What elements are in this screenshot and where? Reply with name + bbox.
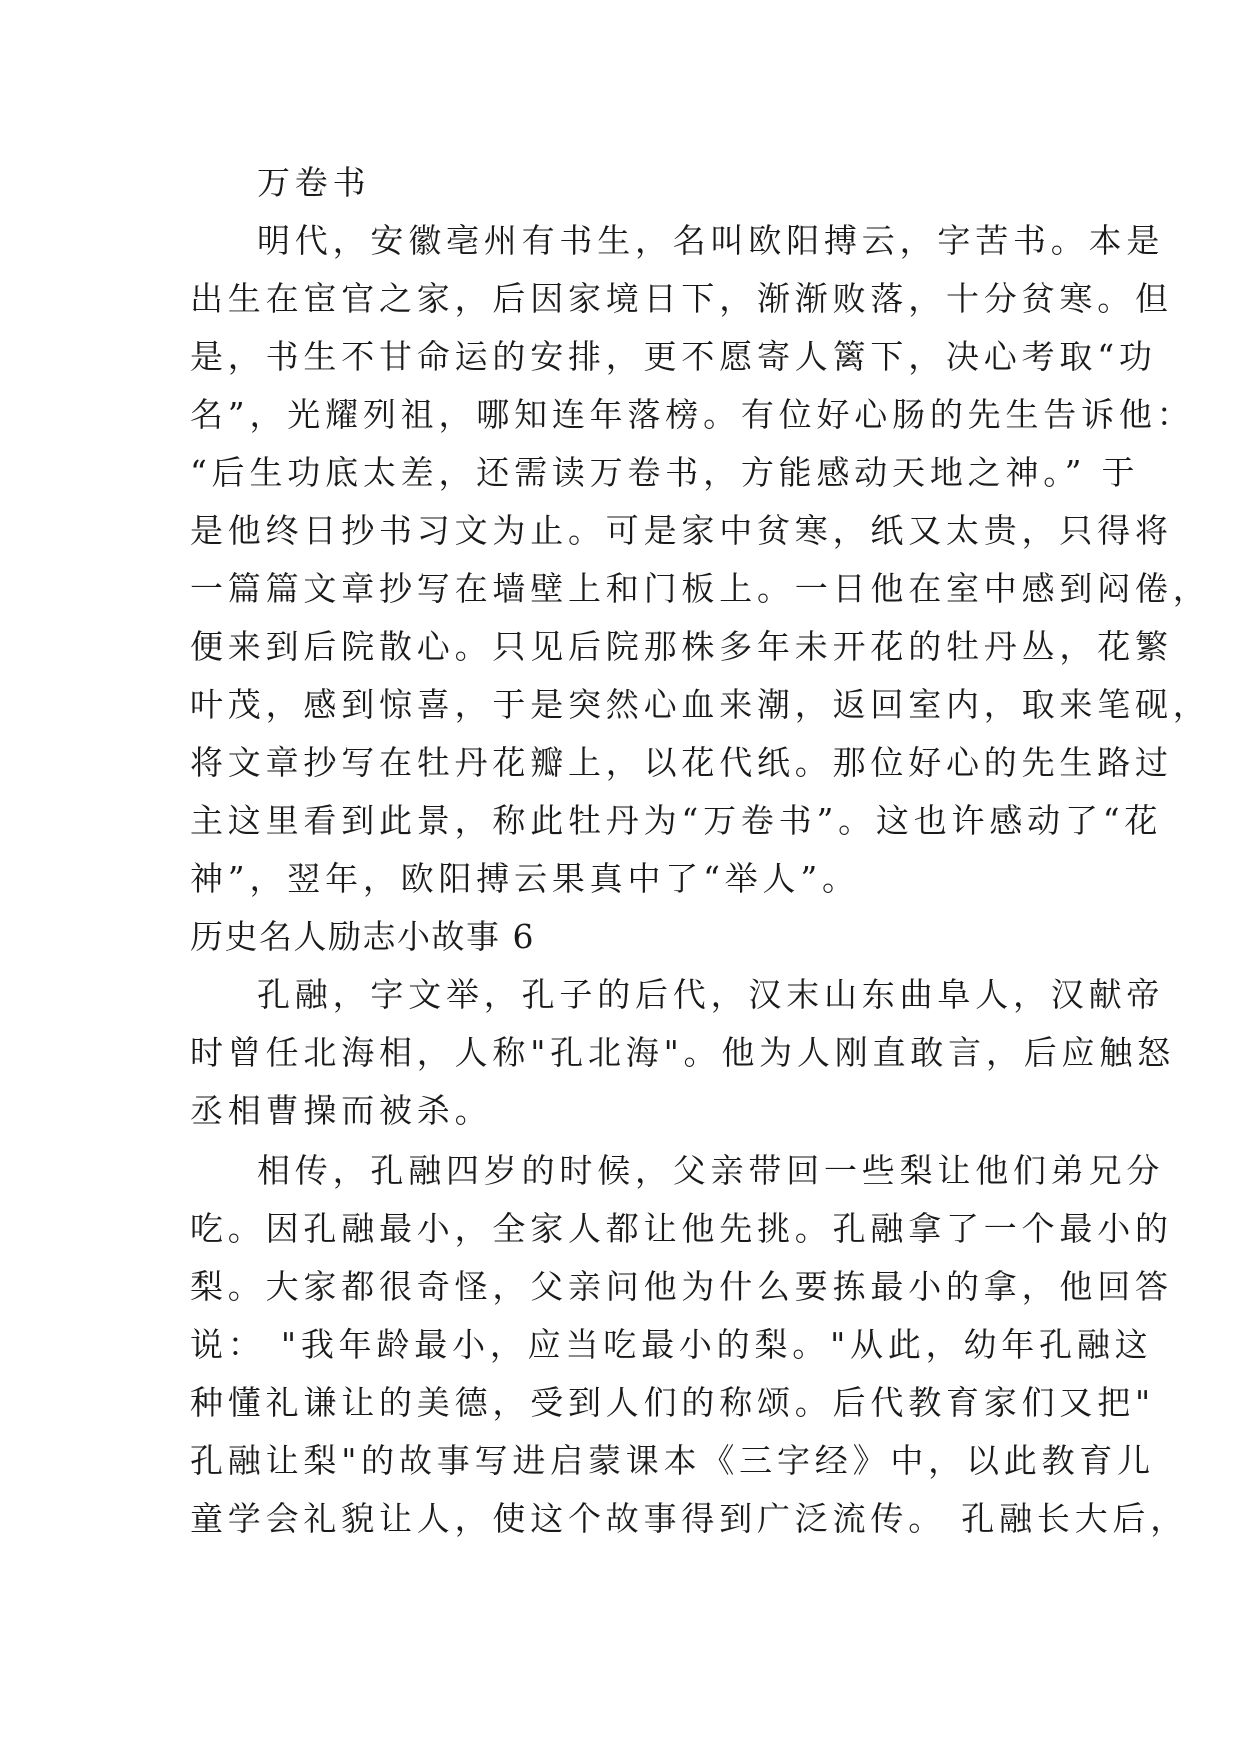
paragraph-line: 一篇篇文章抄写在墙壁上和门板上。一日他在室中感到闷倦， <box>190 569 1211 608</box>
paragraph-line: 便来到后院散心。只见后院那株多年未开花的牡丹丛，花繁 <box>190 627 1173 666</box>
paragraph-line: 名”，光耀列祖，哪知连年落榜。有位好心肠的先生告诉他： <box>190 395 1195 434</box>
paragraph-line: 孔融让梨"的故事写进启蒙课本《三字经》中，以此教育儿 <box>190 1441 1155 1480</box>
section-heading: 历史名人励志小故事 6 <box>190 917 535 956</box>
paragraph-line: 吃。因孔融最小，全家人都让他先挑。孔融拿了一个最小的 <box>190 1209 1173 1248</box>
paragraph-line: 孔融，字文举，孔子的后代，汉末山东曲阜人，汉献帝 <box>257 975 1165 1014</box>
paragraph-line: 神”，翌年，欧阳搏云果真中了“举人”。 <box>190 859 860 898</box>
paragraph-line: 叶茂，感到惊喜，于是突然心血来潮，返回室内，取来笔砚， <box>190 685 1211 724</box>
paragraph-line: 说： "我年龄最小，应当吃最小的梨。"从此，幼年孔融这 <box>190 1325 1153 1364</box>
paragraph-line: 童学会礼貌让人，使这个故事得到广泛流传。 孔融长大后， <box>190 1499 1189 1538</box>
paragraph-line: 梨。大家都很奇怪，父亲问他为什么要拣最小的拿，他回答 <box>190 1267 1173 1306</box>
paragraph-line: 相传，孔融四岁的时候，父亲带回一些梨让他们弟兄分 <box>257 1151 1165 1190</box>
paragraph-line: 种懂礼谦让的美德，受到人们的称颂。后代教育家们又把" <box>190 1383 1155 1422</box>
paragraph-line: 是，书生不甘命运的安排，更不愿寄人篱下，决心考取“功 <box>190 337 1157 376</box>
paragraph-line: 是他终日抄书习文为止。可是家中贫寒，纸又太贵，只得将 <box>190 511 1173 550</box>
paragraph-line: 出生在宦官之家，后因家境日下，渐渐败落，十分贫寒。但 <box>190 279 1173 318</box>
paragraph-line: 主这里看到此景，称此牡丹为“万卷书”。这也许感动了“花 <box>190 801 1163 840</box>
paragraph-line: 将文章抄写在牡丹花瓣上，以花代纸。那位好心的先生路过 <box>190 743 1173 782</box>
paragraph-line: 丞相曹操而被杀。 <box>190 1091 493 1130</box>
paragraph-line: “后生功底太差，还需读万卷书，方能感动天地之神。” 于 <box>190 453 1140 492</box>
paragraph-line: 时曾任北海相，人称"孔北海"。他为人刚直敢言，后应触怒 <box>190 1033 1175 1072</box>
section-title-wanjuanshu: 万卷书 <box>257 163 371 202</box>
paragraph-line: 明代，安徽亳州有书生，名叫欧阳搏云，字苦书。本是 <box>257 221 1165 260</box>
